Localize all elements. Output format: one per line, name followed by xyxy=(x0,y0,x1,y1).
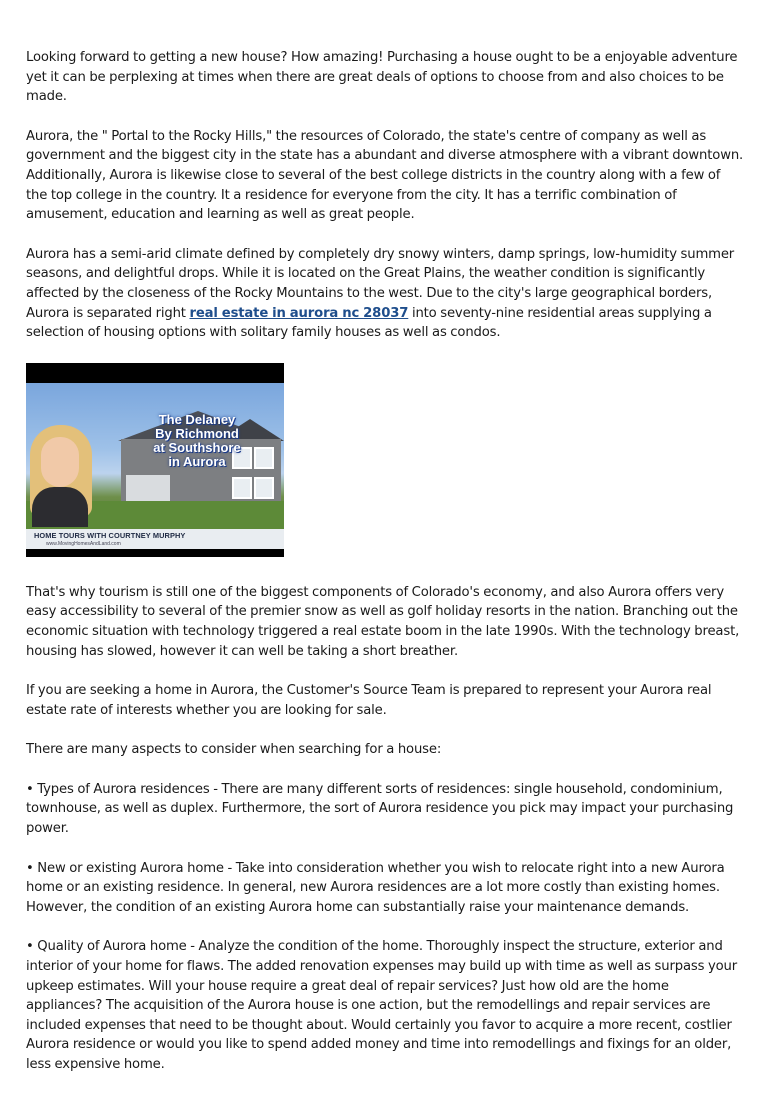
video-thumbnail[interactable] xyxy=(26,363,284,557)
house-window xyxy=(232,477,252,499)
real-estate-link[interactable]: real estate in aurora nc 28037 xyxy=(189,305,409,321)
thumbnail-caption: HOME TOURS WITH COURTNEY MURPHY xyxy=(34,530,186,540)
thumbnail-subcaption: www.MovingHomesAndLand.com xyxy=(46,540,121,547)
paragraph-aurora-overview: Aurora, the " Portal to the Rocky Hills," the resources of Colorado, the state's centre of company as well as government and the biggest city in the state has a abundant and diverse atmosphere with a vibrant downtown. Additionally, Aurora is likewise close to several of the best college districts in the country along with a few of the top college in the country. It a residence for everyone from the city. It has a terrific combination of amusement, education and learning as well as great people. xyxy=(26,128,744,223)
paragraph-climate xyxy=(26,245,744,343)
bullet-quality-of-home: • Quality of Aurora home - Analyze the condition of the home. Thoroughly inspect the structure, exterior and interior of your home for flaws. The added renovation expenses may build up with time as well as surpass your upkeep estimates. Will your house require a great deal of repair services? Just how old are the home appliances? The acquisition of the Aurora house is one action, but the remodellings and repair services are included expenses that need to be thought about. Would certainly you favor to acquire a more recent, costlier Aurora residence or would you like to spend added money and time into remodellings and fixings for an older, less expensive home. xyxy=(26,939,738,1072)
paragraph-intro: Looking forward to getting a new house? How amazing! Purchasing a house ought to be a enjoyable adventure yet it can be perplexing at times when there are great deals of options to choose from and also choices to be made. xyxy=(26,50,738,105)
paragraph-climate-text-before: Aurora has a semi-arid climate defined by completely dry snowy winters, damp springs, low-humidity summer seasons, and delightful drops. While it is located on the Great Plains, the weather condition is significantly affected by the closeness of the Rocky Mountains to the west. Due to the city's large geographical borders, Aurora is separated right xyxy=(26,246,735,321)
paragraph-tourism: That's why tourism is still one of the biggest components of Colorado's economy, and also Aurora offers very easy accessibility to several of the premier snow as well as golf holiday resorts in the nation. Branching out the economic situation with technology triggered a real estate boom in the late 1990s. With the technology breast, housing has slowed, however it can well be taking a short breather. xyxy=(26,584,740,659)
bullet-types-of-residences: • Types of Aurora residences - There are many different sorts of residences: single household, condominium, townhouse, as well as duplex. Furthermore, the sort of Aurora residence you pick may impact your purchasing power. xyxy=(26,781,734,837)
paragraph-buyers-team: If you are seeking a home in Aurora, the Customer's Source Team is prepared to represent your Aurora real estate rate of interests whether you are looking for sale. xyxy=(26,683,712,718)
house-window xyxy=(254,477,274,499)
thumbnail-scene xyxy=(26,383,284,547)
thumbnail-title: The Delaney By Richmond at Southshore in Aurora xyxy=(153,411,241,469)
bullet-new-or-existing: • New or existing Aurora home - Take into consideration whether you wish to relocate right into a new Aurora home or an existing residence. In general, new Aurora residences are a lot more costly than existing homes. However, the condition of an existing Aurora home can substantially raise your maintenance demands. xyxy=(26,860,725,915)
paragraph-aspects-intro: There are many aspects to consider when searching for a house: xyxy=(26,742,442,758)
paragraph-climate-text-after: into seventy-nine residential areas supplying a selection of housing options with solitary family houses as well as condos. xyxy=(26,305,712,341)
presenter-face xyxy=(41,437,79,487)
presenter-shirt xyxy=(32,487,88,527)
document-body xyxy=(26,48,744,1095)
